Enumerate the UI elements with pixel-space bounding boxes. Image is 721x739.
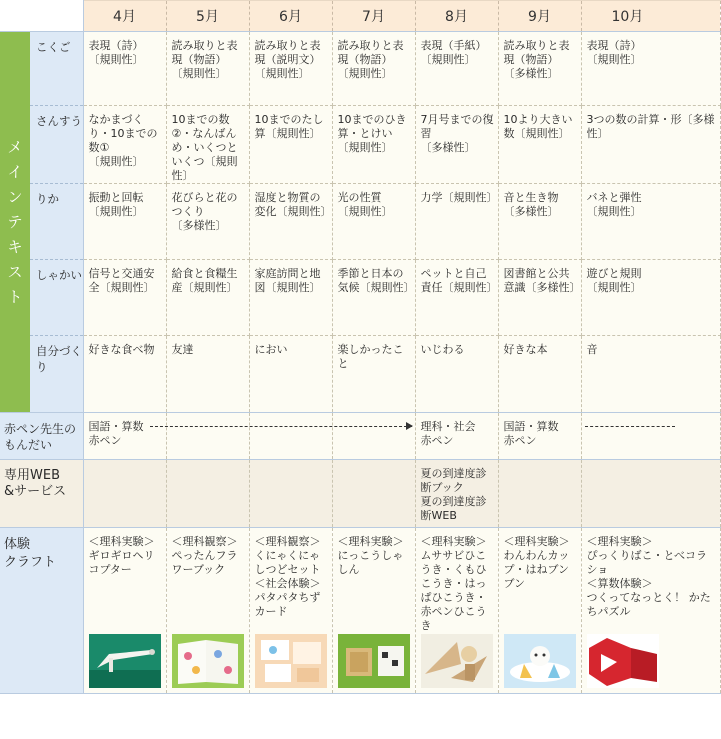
table-cell: 給食と食糧生産〔規則性〕	[166, 260, 249, 336]
table-cell: 楽しかったこと	[332, 336, 415, 413]
akapen-arrow-head	[406, 422, 413, 430]
month-header: 8月	[415, 1, 498, 32]
month-header: 4月	[83, 1, 166, 32]
subject-label: りか	[30, 184, 83, 260]
shape-puzzle-craft-image	[587, 634, 659, 688]
month-header-row	[0, 1, 720, 32]
craft-cell	[249, 528, 332, 694]
table-cell: 図書館と公共意識〔多様性〕	[498, 260, 581, 336]
akapen-arrow-line	[150, 426, 412, 427]
craft-text: ＜理科実験＞ ムササビひこうき・くもひこうき・はっぱひこうき・赤ペンひこうき	[420, 535, 487, 632]
helicopter-craft-image	[89, 634, 161, 688]
table-cell: 遊びと規則 〔規則性〕	[581, 260, 720, 336]
table-cell: 家庭訪問と地図〔規則性〕	[249, 260, 332, 336]
table-cell: 信号と交通安全〔規則性〕	[83, 260, 166, 336]
akapen-label: 赤ペン先生の もんだい	[0, 413, 83, 460]
table-cell: 読み取りと表現（物語） 〔規則性〕	[166, 32, 249, 106]
subject-row-jibun	[0, 336, 720, 413]
table-cell: 読み取りと表現（説明文） 〔規則性〕	[249, 32, 332, 106]
subject-row-sansu	[0, 106, 720, 184]
subject-label: しゃかい	[30, 260, 83, 336]
craft-text: ＜理科実験＞ にっこうしゃしん	[337, 535, 404, 576]
craft-text: ＜理科実験＞ ぴっくりばこ・とべコラショ ＜算数体験＞ つくってなっとく！ かたちパズル	[586, 535, 711, 618]
table-cell: なかまづくり・10までの数① 〔規則性〕	[83, 106, 166, 184]
table-cell	[249, 413, 332, 460]
table-cell	[83, 460, 166, 528]
craft-cell	[415, 528, 498, 694]
table-cell: 振動と回転 〔規則性〕	[83, 184, 166, 260]
table-cell	[332, 413, 415, 460]
craft-text: ＜理科観察＞ くにゃくにゃしつどセット ＜社会体験＞ パタパタちずカード	[254, 535, 321, 618]
header-corner	[0, 1, 83, 32]
table-cell	[332, 460, 415, 528]
craft-cell	[498, 528, 581, 694]
table-cell: 国語・算数 赤ペン	[83, 413, 166, 460]
table-cell	[581, 413, 720, 460]
craft-text: ＜理科実験＞ ギロギロヘリコプター	[88, 535, 155, 576]
akapen-row	[0, 413, 720, 460]
table-cell: 音	[581, 336, 720, 413]
subject-row-shakai	[0, 260, 720, 336]
table-cell: 表現（詩） 〔規則性〕	[581, 32, 720, 106]
craft-cell	[83, 528, 166, 694]
table-cell: 音と生き物 〔多様性〕	[498, 184, 581, 260]
craft-cell	[166, 528, 249, 694]
sunprint-craft-image	[338, 634, 410, 688]
table-cell: 10までの数②・なんばんめ・いくつといくつ〔規則性〕	[166, 106, 249, 184]
month-header: 5月	[166, 1, 249, 32]
flower-book-craft-image	[172, 634, 244, 688]
craft-text: ＜理科観察＞ ぺったんフラワーブック	[171, 535, 238, 576]
month-header: 6月	[249, 1, 332, 32]
table-cell: 友達	[166, 336, 249, 413]
table-cell: 3つの数の計算・形〔多様性〕	[581, 106, 720, 184]
table-cell: 季節と日本の気候〔規則性〕	[332, 260, 415, 336]
table-cell	[166, 460, 249, 528]
akapen-arrow-line	[585, 426, 675, 427]
table-cell: いじわる	[415, 336, 498, 413]
table-cell: バネと弾性 〔規則性〕	[581, 184, 720, 260]
table-cell: ペットと自己責任〔規則性〕	[415, 260, 498, 336]
table-cell: 7月号までの復習 〔多様性〕	[415, 106, 498, 184]
web-row	[0, 460, 720, 528]
table-cell: 10までのひき算・とけい 〔規則性〕	[332, 106, 415, 184]
table-cell	[581, 460, 720, 528]
craft-cell	[332, 528, 415, 694]
subject-label: 自分づくり	[30, 336, 83, 413]
table-cell: 読み取りと表現（物語） 〔規則性〕	[332, 32, 415, 106]
table-cell: 好きな食べ物	[83, 336, 166, 413]
table-cell: 理科・社会 赤ペン	[415, 413, 498, 460]
paper-plane-craft-image	[421, 634, 493, 688]
main-text-sidebar	[0, 32, 30, 413]
humidity-set-craft-image	[255, 634, 327, 688]
month-header: 7月	[332, 1, 415, 32]
table-cell: 国語・算数 赤ペン	[498, 413, 581, 460]
table-cell	[166, 413, 249, 460]
craft-label: 体験 クラフト	[0, 528, 83, 694]
table-cell: 湿度と物質の変化〔規則性〕	[249, 184, 332, 260]
table-cell: 表現（手紙） 〔規則性〕	[415, 32, 498, 106]
web-label: 専用WEB &サービス	[0, 460, 83, 528]
subject-row-rika	[0, 184, 720, 260]
table-cell: 読み取りと表現（物語） 〔多様性〕	[498, 32, 581, 106]
table-cell: 好きな本	[498, 336, 581, 413]
subject-label: こくご	[30, 32, 83, 106]
main-text-label: メインテキスト	[7, 137, 23, 306]
month-header: 9月	[498, 1, 581, 32]
table-cell: 花びらと花のつくり 〔多様性〕	[166, 184, 249, 260]
table-cell: 表現（詩） 〔規則性〕	[83, 32, 166, 106]
table-cell: におい	[249, 336, 332, 413]
subject-label: さんすう	[30, 106, 83, 184]
table-cell	[498, 460, 581, 528]
table-cell: 光の性質 〔規則性〕	[332, 184, 415, 260]
table-cell: 10までのたし算〔規則性〕	[249, 106, 332, 184]
month-header: 10月	[581, 1, 720, 32]
table-cell: 力学〔規則性〕	[415, 184, 498, 260]
dog-cup-craft-image	[504, 634, 576, 688]
subject-row-kokugo	[0, 32, 720, 106]
craft-cell	[581, 528, 720, 694]
table-cell: 10より大きい数〔規則性〕	[498, 106, 581, 184]
craft-row	[0, 528, 720, 694]
table-cell: 夏の到達度診断ブック 夏の到達度診断WEB	[415, 460, 498, 528]
table-cell	[249, 460, 332, 528]
craft-text: ＜理科実験＞ わんわんカップ・はねブンブン	[503, 535, 570, 590]
